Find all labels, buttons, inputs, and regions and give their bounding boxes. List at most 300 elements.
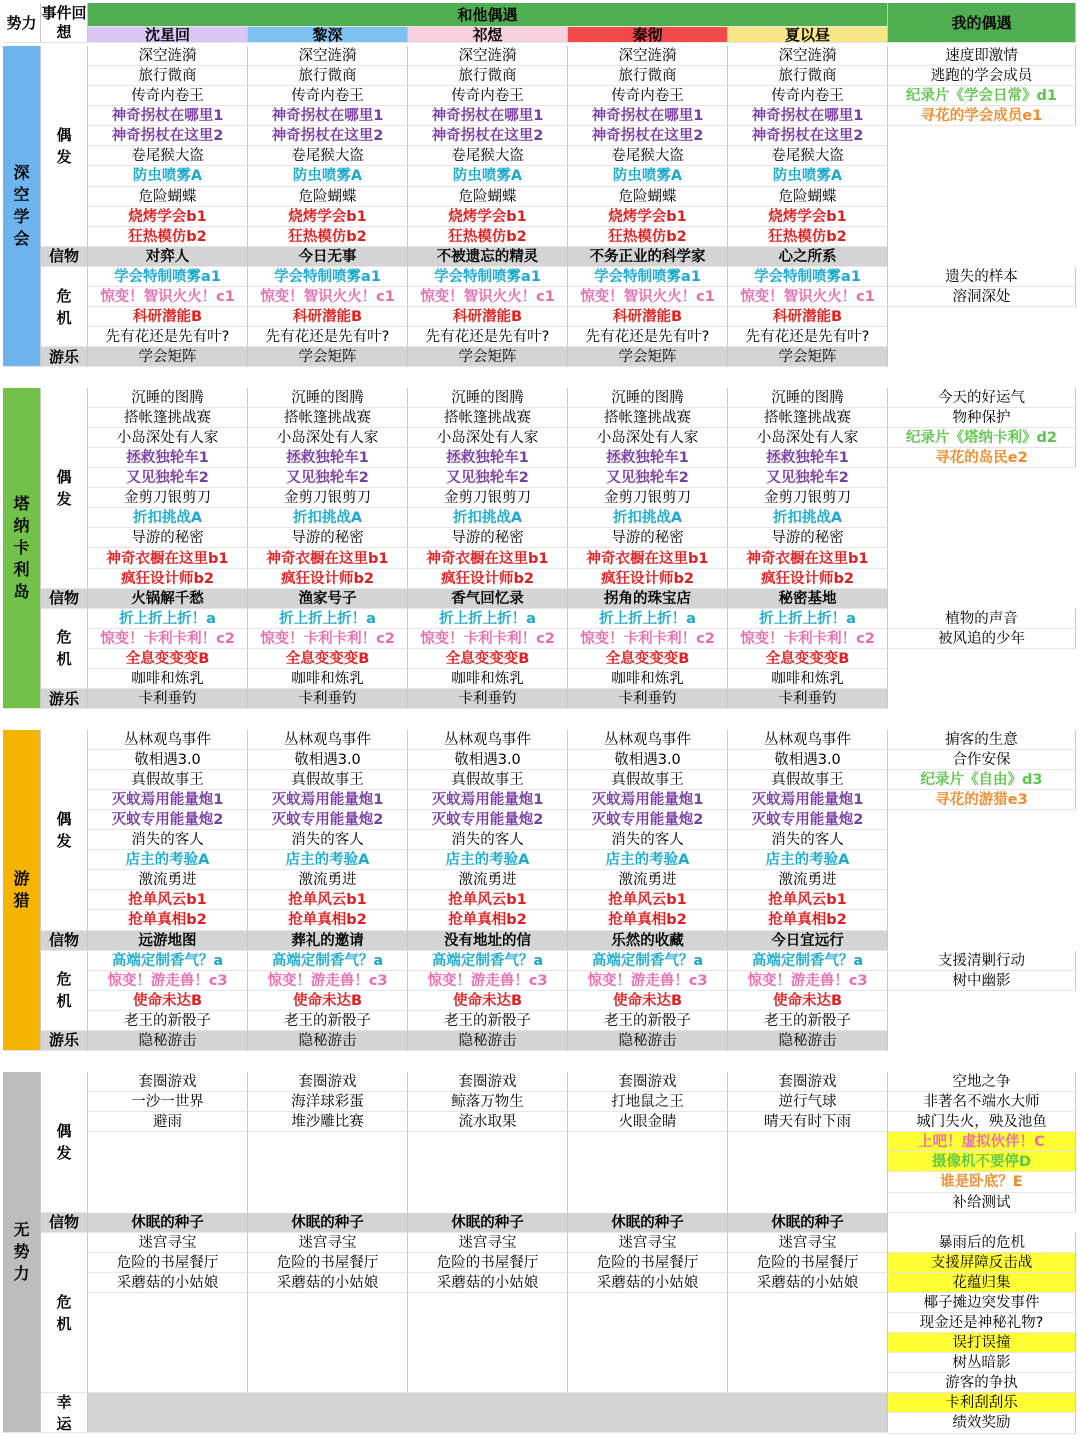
my-event-crisis: 树中幽影 — [888, 971, 1076, 991]
event-occasional: 神奇拐杖在哪里1 — [248, 106, 408, 126]
event-occasional: 狂热模仿b2 — [568, 227, 728, 247]
event-occasional: 导游的秘密 — [408, 528, 568, 548]
event-occasional: 神奇拐杖在哪里1 — [408, 106, 568, 126]
event-crisis: 折上折上折！a — [408, 609, 568, 629]
event-occasional: 疯狂设计师b2 — [88, 569, 248, 589]
group-title: 和他偶遇 — [88, 3, 888, 27]
event-amusement: 隐秘游击 — [248, 1031, 408, 1051]
event-occasional: 神奇拐杖在这里2 — [408, 126, 568, 146]
my-event-occasional: 速度即激情 — [888, 46, 1076, 66]
event-crisis: 惊变！智识火火！c1 — [728, 287, 888, 307]
my-event-occasional: 寻花的游猎e3 — [888, 790, 1076, 810]
event-crisis: 折上折上折！a — [88, 609, 248, 629]
event-occasional: 套圈游戏 — [88, 1072, 248, 1092]
event-occasional: 抢单风云b1 — [728, 890, 888, 910]
event-occasional: 激流勇进 — [408, 870, 568, 890]
event-occasional: 沉睡的图腾 — [728, 388, 888, 408]
event-crisis: 采蘑菇的小姑娘 — [408, 1273, 568, 1293]
empty-cell — [408, 1293, 568, 1393]
event-occasional: 折扣挑战A — [728, 508, 888, 528]
token-item: 对弈人 — [88, 247, 248, 267]
my-event-occasional: 合作安保 — [888, 750, 1076, 770]
event-occasional: 激流勇进 — [88, 870, 248, 890]
event-occasional: 防虫喷雾A — [88, 166, 248, 186]
my-event-occasional: 今天的好运气 — [888, 388, 1076, 408]
event-occasional: 疯狂设计师b2 — [568, 569, 728, 589]
event-crisis: 惊变！智识火火！c1 — [408, 287, 568, 307]
event-occasional: 深空涟漪 — [728, 46, 888, 66]
event-occasional: 疯狂设计师b2 — [728, 569, 888, 589]
my-event-occasional: 谁是卧底？E — [888, 1172, 1076, 1192]
event-crisis: 使命未达B — [88, 991, 248, 1011]
event-occasional: 又见独轮车2 — [248, 468, 408, 488]
event-amusement: 隐秘游击 — [568, 1031, 728, 1051]
empty-cell — [568, 1293, 728, 1393]
event-crisis: 折上折上折！a — [728, 609, 888, 629]
event-occasional: 金剪刀银剪刀 — [88, 488, 248, 508]
event-occasional: 危险蝴蝶 — [568, 187, 728, 207]
event-occasional: 抢单真相b2 — [728, 910, 888, 930]
event-crisis: 学会特制喷雾a1 — [88, 267, 248, 287]
event-amusement: 卡利垂钓 — [248, 689, 408, 709]
my-event-crisis: 暴雨后的危机 — [888, 1233, 1076, 1253]
event-occasional: 敬相遇3.0 — [248, 750, 408, 770]
event-crisis: 老王的新骰子 — [88, 1011, 248, 1031]
event-occasional: 抢单真相b2 — [408, 910, 568, 930]
event-occasional: 沉睡的图腾 — [408, 388, 568, 408]
event-occasional: 激流勇进 — [568, 870, 728, 890]
event-occasional: 抢单风云b1 — [568, 890, 728, 910]
event-occasional: 敬相遇3.0 — [408, 750, 568, 770]
luck-row — [88, 1393, 888, 1433]
event-occasional: 店主的考验A — [568, 850, 728, 870]
event-occasional: 打地鼠之王 — [568, 1092, 728, 1112]
event-occasional: 金剪刀银剪刀 — [568, 488, 728, 508]
recall-header: 事件回想 — [41, 4, 87, 41]
event-occasional: 丛林观鸟事件 — [728, 730, 888, 750]
event-crisis: 折上折上折！a — [568, 609, 728, 629]
event-crisis: 科研潜能B — [728, 307, 888, 327]
token-item: 心之所系 — [728, 247, 888, 267]
type-label-ou: 偶 发 — [41, 388, 88, 589]
token-item: 今日无事 — [248, 247, 408, 267]
event-crisis: 先有花还是先有叶? — [728, 327, 888, 347]
event-occasional: 折扣挑战A — [408, 508, 568, 528]
my-event-occasional: 摄像机不要停D — [888, 1152, 1076, 1172]
event-occasional: 火眼金睛 — [568, 1112, 728, 1132]
event-amusement: 学会矩阵 — [248, 347, 408, 367]
event-crisis: 危险的书屋餐厅 — [88, 1253, 248, 1273]
event-crisis: 使命未达B — [408, 991, 568, 1011]
event-occasional: 传奇内卷王 — [408, 86, 568, 106]
event-occasional: 深空涟漪 — [88, 46, 248, 66]
event-crisis: 全息变变变B — [728, 649, 888, 669]
token-item: 火锅解千愁 — [88, 589, 248, 609]
my-event-luck: 绩效奖励 — [888, 1413, 1076, 1433]
event-amusement: 卡利垂钓 — [728, 689, 888, 709]
event-occasional: 卷尾猴大盗 — [88, 146, 248, 166]
event-crisis: 咖啡和炼乳 — [728, 669, 888, 689]
type-label-you: 游乐 — [41, 1031, 88, 1051]
event-crisis: 高端定制香气？a — [88, 951, 248, 971]
event-crisis: 惊变！游走兽！c3 — [728, 971, 888, 991]
event-occasional: 抢单风云b1 — [88, 890, 248, 910]
event-amusement: 卡利垂钓 — [88, 689, 248, 709]
event-occasional: 消失的客人 — [728, 830, 888, 850]
event-occasional: 逆行气球 — [728, 1092, 888, 1112]
my-event-crisis: 花蕴归集 — [888, 1273, 1076, 1293]
event-crisis: 全息变变变B — [248, 649, 408, 669]
event-occasional: 抢单真相b2 — [248, 910, 408, 930]
token-item: 拐角的珠宝店 — [568, 589, 728, 609]
token-item: 葬礼的邀请 — [248, 931, 408, 951]
event-occasional: 金剪刀银剪刀 — [728, 488, 888, 508]
my-event-occasional: 补给测试 — [888, 1193, 1076, 1213]
event-crisis: 全息变变变B — [408, 649, 568, 669]
event-crisis: 惊变！游走兽！c3 — [568, 971, 728, 991]
event-occasional: 激流勇进 — [728, 870, 888, 890]
event-amusement: 学会矩阵 — [728, 347, 888, 367]
type-label-wei: 危 机 — [41, 951, 88, 1031]
event-crisis: 使命未达B — [728, 991, 888, 1011]
event-occasional: 危险蝴蝶 — [248, 187, 408, 207]
event-crisis: 折上折上折！a — [248, 609, 408, 629]
event-occasional: 烧烤学会b1 — [568, 207, 728, 227]
event-crisis: 惊变！游走兽！c3 — [248, 971, 408, 991]
event-crisis: 先有花还是先有叶? — [568, 327, 728, 347]
event-occasional: 沉睡的图腾 — [88, 388, 248, 408]
token-item: 休眠的种子 — [728, 1213, 888, 1233]
event-occasional: 拯救独轮车1 — [568, 448, 728, 468]
event-occasional: 深空涟漪 — [408, 46, 568, 66]
my-event-crisis: 游客的争执 — [888, 1373, 1076, 1393]
event-occasional: 搭帐篷挑战赛 — [88, 408, 248, 428]
event-crisis: 全息变变变B — [568, 649, 728, 669]
event-crisis: 惊变！卡利卡利！c2 — [728, 629, 888, 649]
event-occasional: 搭帐篷挑战赛 — [728, 408, 888, 428]
my-event-crisis: 树丛暗影 — [888, 1353, 1076, 1373]
faction-header: 势力 — [3, 3, 41, 43]
my-event-crisis: 支援清剿行动 — [888, 951, 1076, 971]
event-occasional: 危险蝴蝶 — [408, 187, 568, 207]
my-event-crisis: 椰子摊边突发事件 — [888, 1293, 1076, 1313]
event-crisis: 使命未达B — [248, 991, 408, 1011]
event-occasional: 又见独轮车2 — [728, 468, 888, 488]
event-occasional: 丛林观鸟事件 — [408, 730, 568, 750]
type-label-wei: 危 机 — [41, 609, 88, 689]
event-occasional: 传奇内卷王 — [88, 86, 248, 106]
event-occasional: 小岛深处有人家 — [248, 428, 408, 448]
event-occasional: 店主的考验A — [248, 850, 408, 870]
event-crisis: 先有花还是先有叶? — [408, 327, 568, 347]
event-occasional: 抢单风云b1 — [408, 890, 568, 910]
event-occasional: 小岛深处有人家 — [408, 428, 568, 448]
type-label-xin: 信物 — [41, 1213, 88, 1233]
event-occasional: 敬相遇3.0 — [728, 750, 888, 770]
event-amusement: 学会矩阵 — [408, 347, 568, 367]
event-occasional: 丛林观鸟事件 — [248, 730, 408, 750]
event-occasional: 卷尾猴大盗 — [248, 146, 408, 166]
event-occasional: 导游的秘密 — [88, 528, 248, 548]
event-occasional: 一沙一世界 — [88, 1092, 248, 1112]
event-crisis: 咖啡和炼乳 — [568, 669, 728, 689]
event-occasional: 导游的秘密 — [568, 528, 728, 548]
event-occasional: 防虫喷雾A — [568, 166, 728, 186]
event-occasional: 灭蚊焉用能量炮1 — [248, 790, 408, 810]
event-occasional: 神奇衣橱在这里b1 — [88, 549, 248, 569]
event-occasional: 沉睡的图腾 — [248, 388, 408, 408]
event-occasional: 消失的客人 — [248, 830, 408, 850]
event-occasional: 危险蝴蝶 — [88, 187, 248, 207]
type-label-xing: 幸 运 — [41, 1393, 88, 1433]
event-occasional: 旅行微商 — [568, 66, 728, 86]
event-occasional: 真假故事王 — [408, 770, 568, 790]
my-event-occasional: 纪录片《塔纳卡利》d2 — [888, 428, 1076, 448]
event-occasional: 搭帐篷挑战赛 — [568, 408, 728, 428]
event-occasional: 导游的秘密 — [248, 528, 408, 548]
event-crisis: 科研潜能B — [408, 307, 568, 327]
event-occasional: 神奇拐杖在哪里1 — [568, 106, 728, 126]
event-crisis: 先有花还是先有叶? — [88, 327, 248, 347]
event-occasional: 店主的考验A — [88, 850, 248, 870]
event-occasional: 套圈游戏 — [568, 1072, 728, 1092]
my-event-occasional: 寻花的学会成员e1 — [888, 106, 1076, 126]
event-crisis: 采蘑菇的小姑娘 — [728, 1273, 888, 1293]
token-item: 休眠的种子 — [88, 1213, 248, 1233]
event-occasional: 烧烤学会b1 — [728, 207, 888, 227]
event-occasional: 卷尾猴大盗 — [568, 146, 728, 166]
event-occasional: 疯狂设计师b2 — [408, 569, 568, 589]
event-occasional: 旅行微商 — [408, 66, 568, 86]
event-occasional: 狂热模仿b2 — [728, 227, 888, 247]
event-crisis: 高端定制香气？a — [248, 951, 408, 971]
event-crisis: 危险的书屋餐厅 — [408, 1253, 568, 1273]
event-occasional: 传奇内卷王 — [568, 86, 728, 106]
event-occasional: 消失的客人 — [568, 830, 728, 850]
event-crisis: 科研潜能B — [568, 307, 728, 327]
event-occasional: 真假故事王 — [248, 770, 408, 790]
type-label-wei: 危 机 — [41, 267, 88, 347]
event-crisis: 惊变！游走兽！c3 — [88, 971, 248, 991]
event-occasional: 丛林观鸟事件 — [88, 730, 248, 750]
token-item: 休眠的种子 — [248, 1213, 408, 1233]
event-crisis: 惊变！卡利卡利！c2 — [248, 629, 408, 649]
my-event-crisis: 植物的声音 — [888, 609, 1076, 629]
event-crisis: 危险的书屋餐厅 — [728, 1253, 888, 1273]
event-occasional: 深空涟漪 — [248, 46, 408, 66]
event-occasional: 海洋球彩蛋 — [248, 1092, 408, 1112]
event-occasional: 灭蚊焉用能量炮1 — [568, 790, 728, 810]
event-occasional: 灭蚊焉用能量炮1 — [728, 790, 888, 810]
event-crisis: 采蘑菇的小姑娘 — [88, 1273, 248, 1293]
event-occasional: 小岛深处有人家 — [728, 428, 888, 448]
event-occasional: 套圈游戏 — [248, 1072, 408, 1092]
event-amusement: 卡利垂钓 — [568, 689, 728, 709]
faction-label: 无 势 力 — [3, 1072, 41, 1433]
my-event-occasional: 上吧！虚拟伙伴！C — [888, 1132, 1076, 1152]
my-event-occasional: 空地之争 — [888, 1072, 1076, 1092]
event-crisis: 采蘑菇的小姑娘 — [568, 1273, 728, 1293]
my-event-crisis: 支援屏障反击战 — [888, 1253, 1076, 1273]
event-occasional: 灭蚊焉用能量炮1 — [88, 790, 248, 810]
event-occasional: 灭蚊焉用能量炮1 — [408, 790, 568, 810]
event-occasional: 流水取果 — [408, 1112, 568, 1132]
token-item: 不务正业的科学家 — [568, 247, 728, 267]
character-header: 祁煜 — [408, 27, 568, 43]
event-occasional: 拯救独轮车1 — [408, 448, 568, 468]
event-occasional: 金剪刀银剪刀 — [248, 488, 408, 508]
my-event-occasional: 寻花的岛民e2 — [888, 448, 1076, 468]
event-crisis: 咖啡和炼乳 — [408, 669, 568, 689]
event-occasional: 深空涟漪 — [568, 46, 728, 66]
my-event-occasional: 物种保护 — [888, 408, 1076, 428]
event-occasional: 小岛深处有人家 — [88, 428, 248, 448]
event-occasional: 又见独轮车2 — [408, 468, 568, 488]
my-event-crisis: 现金还是神秘礼物? — [888, 1313, 1076, 1333]
event-occasional: 传奇内卷王 — [728, 86, 888, 106]
type-label-xin: 信物 — [41, 247, 88, 267]
event-crisis: 学会特制喷雾a1 — [248, 267, 408, 287]
event-occasional: 小岛深处有人家 — [568, 428, 728, 448]
event-occasional: 店主的考验A — [728, 850, 888, 870]
token-item: 不被遗忘的精灵 — [408, 247, 568, 267]
event-crisis: 惊变！卡利卡利！c2 — [568, 629, 728, 649]
event-occasional: 抢单真相b2 — [568, 910, 728, 930]
event-crisis: 老王的新骰子 — [248, 1011, 408, 1031]
event-occasional: 神奇衣橱在这里b1 — [568, 549, 728, 569]
event-crisis: 使命未达B — [568, 991, 728, 1011]
event-occasional: 折扣挑战A — [248, 508, 408, 528]
event-occasional: 传奇内卷王 — [248, 86, 408, 106]
event-occasional: 拯救独轮车1 — [248, 448, 408, 468]
my-event-occasional: 纪录片《学会日常》d1 — [888, 86, 1076, 106]
my-event-crisis: 遗失的样本 — [888, 267, 1076, 287]
event-occasional: 防虫喷雾A — [728, 166, 888, 186]
event-amusement: 学会矩阵 — [568, 347, 728, 367]
token-item: 远游地图 — [88, 931, 248, 951]
event-occasional: 店主的考验A — [408, 850, 568, 870]
faction-label: 游 猎 — [3, 730, 41, 1051]
event-occasional: 疯狂设计师b2 — [248, 569, 408, 589]
event-occasional: 神奇拐杖在这里2 — [568, 126, 728, 146]
event-occasional: 堆沙雕比赛 — [248, 1112, 408, 1132]
event-occasional: 旅行微商 — [88, 66, 248, 86]
event-occasional: 防虫喷雾A — [408, 166, 568, 186]
token-item: 乐然的收藏 — [568, 931, 728, 951]
faction-label: 深 空 学 会 — [3, 46, 41, 367]
event-occasional: 拯救独轮车1 — [728, 448, 888, 468]
token-item: 休眠的种子 — [568, 1213, 728, 1233]
event-crisis: 迷宫寻宝 — [408, 1233, 568, 1253]
event-occasional: 旅行微商 — [728, 66, 888, 86]
event-occasional: 卷尾猴大盗 — [408, 146, 568, 166]
event-amusement: 隐秘游击 — [408, 1031, 568, 1051]
event-occasional: 折扣挑战A — [568, 508, 728, 528]
event-crisis: 科研潜能B — [248, 307, 408, 327]
type-label-xin: 信物 — [41, 589, 88, 609]
event-occasional: 折扣挑战A — [88, 508, 248, 528]
event-occasional: 烧烤学会b1 — [248, 207, 408, 227]
event-occasional: 消失的客人 — [408, 830, 568, 850]
my-event-crisis: 被风追的少年 — [888, 629, 1076, 649]
event-occasional: 又见独轮车2 — [568, 468, 728, 488]
empty-cell — [248, 1293, 408, 1393]
my-event-occasional: 掮客的生意 — [888, 730, 1076, 750]
event-amusement: 学会矩阵 — [88, 347, 248, 367]
type-label-ou: 偶 发 — [41, 730, 88, 931]
event-crisis: 老王的新骰子 — [568, 1011, 728, 1031]
event-occasional: 烧烤学会b1 — [408, 207, 568, 227]
event-crisis: 危险的书屋餐厅 — [248, 1253, 408, 1273]
my-event-luck: 卡利刮刮乐 — [888, 1393, 1076, 1413]
event-amusement: 隐秘游击 — [88, 1031, 248, 1051]
event-crisis: 惊变！智识火火！c1 — [568, 287, 728, 307]
event-crisis: 迷宫寻宝 — [728, 1233, 888, 1253]
event-occasional: 真假故事王 — [568, 770, 728, 790]
event-occasional: 沉睡的图腾 — [568, 388, 728, 408]
event-crisis: 全息变变变B — [88, 649, 248, 669]
my-event-occasional: 纪录片《自由》d3 — [888, 770, 1076, 790]
event-crisis: 惊变！卡利卡利！c2 — [408, 629, 568, 649]
my-event-occasional: 非著名不端水大师 — [888, 1092, 1076, 1112]
character-header: 黎深 — [248, 27, 408, 43]
event-occasional: 狂热模仿b2 — [408, 227, 568, 247]
event-crisis: 惊变！智识火火！c1 — [248, 287, 408, 307]
event-occasional: 神奇衣橱在这里b1 — [248, 549, 408, 569]
event-crisis: 危险的书屋餐厅 — [568, 1253, 728, 1273]
event-occasional: 灭蚊专用能量炮2 — [568, 810, 728, 830]
event-occasional: 敬相遇3.0 — [88, 750, 248, 770]
event-occasional: 套圈游戏 — [408, 1072, 568, 1092]
event-occasional: 卷尾猴大盗 — [728, 146, 888, 166]
event-occasional: 消失的客人 — [88, 830, 248, 850]
event-occasional: 又见独轮车2 — [88, 468, 248, 488]
event-occasional: 防虫喷雾A — [248, 166, 408, 186]
event-occasional: 敬相遇3.0 — [568, 750, 728, 770]
my-event-crisis: 溶洞深处 — [888, 287, 1076, 307]
event-crisis: 学会特制喷雾a1 — [728, 267, 888, 287]
my-event-occasional: 城门失火，殃及池鱼 — [888, 1112, 1076, 1132]
event-occasional: 狂热模仿b2 — [88, 227, 248, 247]
event-occasional: 真假故事王 — [728, 770, 888, 790]
faction-label: 塔 纳 卡 利 岛 — [3, 388, 41, 709]
token-item: 休眠的种子 — [408, 1213, 568, 1233]
type-label-wei: 危 机 — [41, 1233, 88, 1394]
my-encounter-header: 我的偶遇 — [888, 3, 1076, 43]
my-event-occasional: 逃跑的学会成员 — [888, 66, 1076, 86]
token-item: 香气回忆录 — [408, 589, 568, 609]
token-item: 渔家号子 — [248, 589, 408, 609]
event-occasional: 烧烤学会b1 — [88, 207, 248, 227]
event-occasional: 激流勇进 — [248, 870, 408, 890]
event-occasional: 搭帐篷挑战赛 — [408, 408, 568, 428]
event-crisis: 惊变！智识火火！c1 — [88, 287, 248, 307]
event-crisis: 先有花还是先有叶? — [248, 327, 408, 347]
event-occasional: 狂热模仿b2 — [248, 227, 408, 247]
type-label-ou: 偶 发 — [41, 46, 88, 247]
empty-cell — [88, 1293, 248, 1393]
type-label-xin: 信物 — [41, 931, 88, 951]
character-header: 沈星回 — [88, 27, 248, 43]
event-occasional: 鲸落万物生 — [408, 1092, 568, 1112]
event-crisis: 老王的新骰子 — [408, 1011, 568, 1031]
event-crisis: 采蘑菇的小姑娘 — [248, 1273, 408, 1293]
type-label-ou: 偶 发 — [41, 1072, 88, 1213]
event-occasional: 金剪刀银剪刀 — [408, 488, 568, 508]
event-crisis: 学会特制喷雾a1 — [408, 267, 568, 287]
event-occasional: 旅行微商 — [248, 66, 408, 86]
event-occasional: 丛林观鸟事件 — [568, 730, 728, 750]
